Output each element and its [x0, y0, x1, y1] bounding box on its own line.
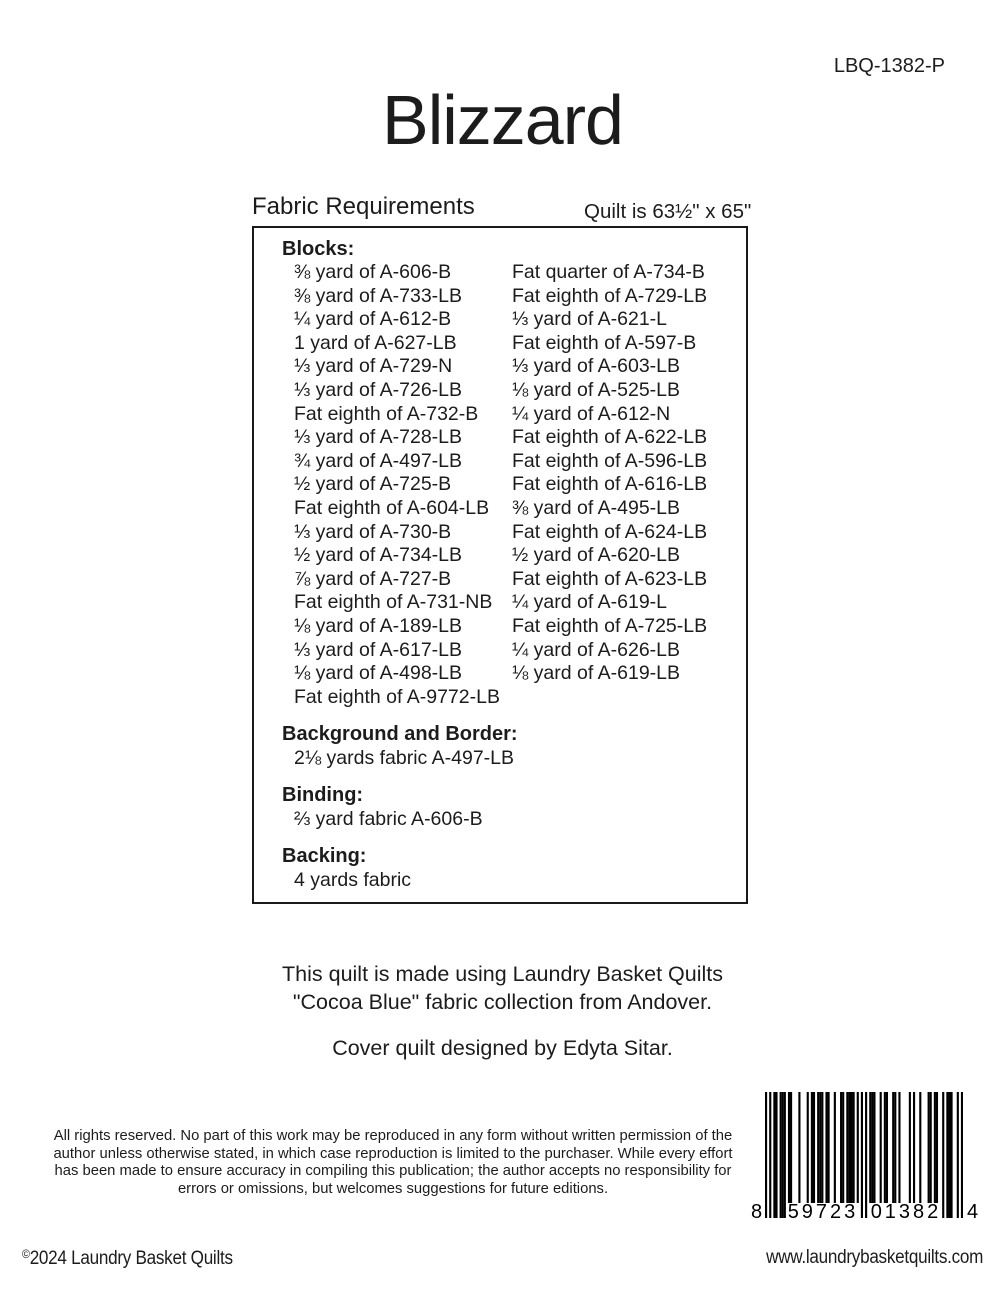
legal-line: author unless otherwise stated, in which case reproduction is limited to the purchaser. While every effort — [53, 1145, 733, 1162]
barcode-digits-group1: 59723 — [787, 1201, 859, 1223]
fabric-item: ⅜ yard of A-733-LB — [294, 284, 463, 307]
barcode-digit-lead: 8 — [751, 1201, 763, 1223]
fabric-item: ⅜ yard of A-495-LB — [512, 496, 681, 519]
fabric-item: ¾ yard of A-497-LB — [294, 449, 463, 472]
fabric-item: ½ yard of A-725-B — [294, 473, 452, 496]
blocks-heading: Blocks: — [282, 238, 355, 260]
description-line-2: "Cocoa Blue" fabric collection from Andover. — [292, 990, 713, 1014]
copyright-text — [22, 1247, 233, 1270]
background-border-section — [282, 722, 746, 770]
fabric-item: Fat eighth of A-731-NB — [294, 591, 493, 614]
backing-value: 4 yards fabric — [294, 869, 412, 892]
legal-line: All rights reserved. No part of this work may be reproduced in any form without written permission of the — [53, 1128, 733, 1144]
fabric-item: Fat eighth of A-622-LB — [512, 426, 708, 449]
barcode — [751, 1092, 979, 1223]
fabric-requirements-box — [252, 226, 748, 904]
blocks-columns — [294, 261, 746, 709]
legal-line: errors or omissions, but welcomes suggestions for future editions. — [177, 1180, 609, 1197]
fabric-item: ¼ yard of A-612-N — [512, 402, 671, 425]
background-border-heading: Background and Border: — [282, 723, 518, 746]
backing-section — [282, 844, 746, 892]
quilt-size-text: Quilt is 63½" x 65" — [584, 200, 752, 223]
fabric-item: ¼ yard of A-612-B — [294, 308, 452, 331]
fabric-item: Fat eighth of A-604-LB — [294, 496, 490, 519]
fabric-item: ⅓ yard of A-728-LB — [294, 426, 463, 449]
fabric-item: ⅛ yard of A-498-LB — [294, 662, 463, 685]
fabric-item: Fat eighth of A-732-B — [294, 402, 479, 425]
fabric-item: ½ yard of A-620-LB — [512, 544, 681, 567]
background-border-value: 2⅛ yards fabric A-497-LB — [294, 747, 515, 770]
copyright-symbol: © — [22, 1247, 30, 1261]
binding-heading: Binding: — [282, 784, 364, 807]
fabric-item: ⅛ yard of A-525-LB — [512, 378, 681, 401]
fabric-item: ¼ yard of A-626-LB — [512, 638, 681, 661]
barcode-digit-trail: 4 — [967, 1201, 979, 1223]
fabric-item: ⅓ yard of A-729-N — [294, 355, 453, 378]
fabric-item: ⅓ yard of A-621-L — [512, 308, 668, 331]
binding-section — [282, 783, 746, 831]
website-url: www.laundrybasketquilts.com — [765, 1247, 983, 1268]
fabric-item: Fat eighth of A-9772-LB — [294, 685, 500, 708]
legal-line: has been made to ensure accuracy in compiling this publication; the author accepts no responsibility for — [54, 1163, 732, 1180]
fabric-item: Fat quarter of A-734-B — [512, 261, 705, 283]
page-title: Blizzard — [382, 81, 623, 159]
fabric-item: Fat eighth of A-729-LB — [512, 284, 708, 307]
legal-notice — [30, 1128, 756, 1198]
backing-heading: Backing: — [282, 845, 367, 868]
barcode-digits-group2: 01382 — [870, 1201, 942, 1223]
fabric-item: ⅓ yard of A-730-B — [294, 520, 452, 543]
fabric-item: Fat eighth of A-624-LB — [512, 520, 708, 543]
fabric-item: ⅛ yard of A-189-LB — [294, 614, 463, 637]
fabric-item: Fat eighth of A-725-LB — [512, 614, 708, 637]
fabric-item: ⅓ yard of A-617-LB — [294, 638, 463, 661]
blocks-column-2 — [512, 261, 740, 709]
fabric-item: ⅜ yard of A-606-B — [294, 261, 452, 283]
fabric-item: 1 yard of A-627-LB — [294, 331, 457, 354]
collection-description — [0, 960, 1005, 1062]
fabric-item: Fat eighth of A-596-LB — [512, 449, 708, 472]
fabric-item: Fat eighth of A-616-LB — [512, 473, 708, 496]
fabric-item: ⅞ yard of A-727-B — [294, 567, 452, 590]
copyright-year-name: 2024 Laundry Basket Quilts — [29, 1248, 233, 1269]
fabric-item: ½ yard of A-734-LB — [294, 544, 463, 567]
fabric-item: ⅓ yard of A-603-LB — [512, 355, 681, 378]
blocks-column-1 — [294, 261, 512, 709]
binding-value: ⅔ yard fabric A-606-B — [294, 808, 483, 831]
pattern-code: LBQ-1382-P — [833, 55, 945, 77]
fabric-item: Fat eighth of A-623-LB — [512, 567, 708, 590]
fabric-item: ⅛ yard of A-619-LB — [512, 662, 681, 685]
description-line-1: This quilt is made using Laundry Basket Quilts — [282, 962, 723, 986]
designer-credit: Cover quilt designed by Edyta Sitar. — [332, 1036, 673, 1060]
fabric-item: Fat eighth of A-597-B — [512, 331, 697, 354]
fabric-item: ⅓ yard of A-726-LB — [294, 378, 463, 401]
fabric-item: ¼ yard of A-619-L — [512, 591, 668, 614]
fabric-requirements-heading: Fabric Requirements — [252, 193, 475, 220]
